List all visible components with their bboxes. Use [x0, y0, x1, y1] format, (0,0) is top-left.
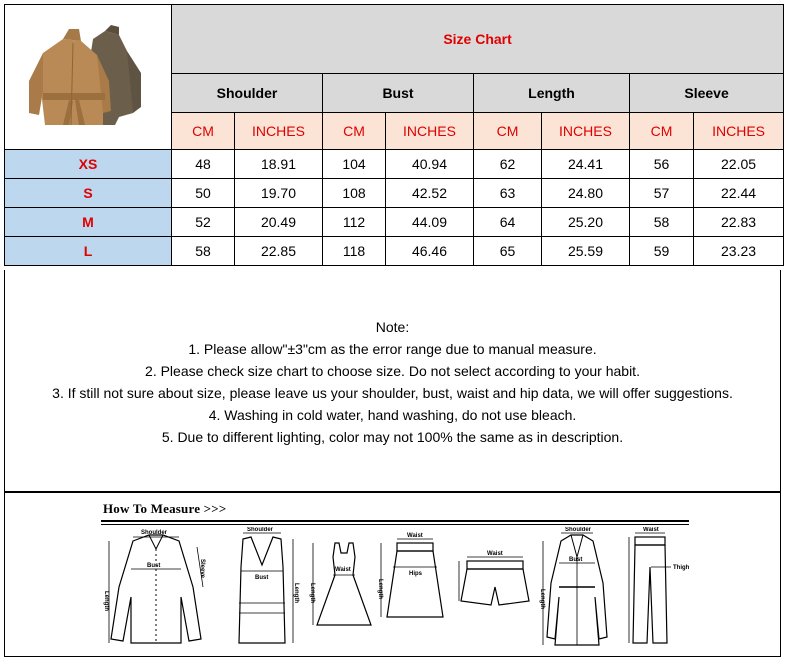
- jacket-photo-icon: [23, 21, 153, 131]
- table-cell: 46.46: [386, 237, 474, 266]
- unit-header: INCHES: [694, 113, 784, 150]
- notes-heading: Note:: [375, 319, 410, 335]
- coat-diagram-icon: [537, 527, 617, 651]
- table-row: [5, 179, 784, 208]
- table-cell: 25.20: [542, 208, 630, 237]
- table-cell: 44.09: [386, 208, 474, 237]
- notes-section: [4, 270, 781, 492]
- shoulder-label: Shoulder: [141, 530, 168, 536]
- shoulder-header: Shoulder: [172, 74, 323, 113]
- unit-header: INCHES: [386, 113, 474, 150]
- table-cell: 57: [630, 179, 694, 208]
- bust-label: Bust: [569, 557, 583, 563]
- table-cell: 48: [172, 150, 235, 179]
- waist-label: Waist: [407, 533, 423, 539]
- hips-label: Hips: [409, 571, 423, 577]
- bust-label: Bust: [147, 563, 161, 569]
- note-item: 5. Due to different lighting, color may not 100% the same as in description.: [161, 429, 624, 445]
- table-cell: 63: [474, 179, 542, 208]
- table-cell: 22.44: [694, 179, 784, 208]
- dress-diagram-icon: [309, 527, 379, 651]
- pants-diagram-icon: [621, 527, 691, 651]
- sleeve-label: Sleeve: [199, 559, 205, 579]
- table-row: [5, 208, 784, 237]
- table-cell: 112: [323, 208, 386, 237]
- table-cell: 50: [172, 179, 235, 208]
- table-cell: 104: [323, 150, 386, 179]
- table-cell: 25.59: [542, 237, 630, 266]
- table-cell: 52: [172, 208, 235, 237]
- skirt-diagram-icon: [375, 527, 451, 651]
- sleeve-header: Sleeve: [630, 74, 784, 113]
- table-cell: 42.52: [386, 179, 474, 208]
- bust-label: Bust: [255, 575, 269, 581]
- dress-diagram: [309, 527, 379, 651]
- shorts-diagram-icon: [455, 527, 535, 651]
- size-label: M: [5, 208, 172, 237]
- unit-header: INCHES: [542, 113, 630, 150]
- unit-header: INCHES: [235, 113, 323, 150]
- waist-label: Waist: [487, 551, 503, 557]
- shoulder-label: Shoulder: [565, 527, 592, 533]
- table-cell: 22.83: [694, 208, 784, 237]
- table-cell: 58: [172, 237, 235, 266]
- table-row: [5, 237, 784, 266]
- table-cell: 23.23: [694, 237, 784, 266]
- size-label: L: [5, 237, 172, 266]
- length-label: Length: [309, 583, 315, 603]
- length-label: Length: [103, 591, 109, 611]
- shorts-diagram: [455, 527, 535, 651]
- note-item: 3. If still not sure about size, please leave us your shoulder, bust, waist and hip data, we will offer suggestions.: [52, 385, 733, 401]
- table-cell: 22.05: [694, 150, 784, 179]
- table-cell: 64: [474, 208, 542, 237]
- waist-label: Waist: [643, 527, 659, 533]
- size-chart-table: [4, 4, 784, 266]
- size-chart-title: Size Chart: [172, 5, 784, 74]
- jacket-photo: [5, 5, 172, 150]
- size-label: S: [5, 179, 172, 208]
- unit-header: CM: [323, 113, 386, 150]
- thigh-label: Thigh: [673, 565, 690, 571]
- skirt-diagram: [375, 527, 451, 651]
- table-cell: 65: [474, 237, 542, 266]
- table-cell: 19.70: [235, 179, 323, 208]
- table-cell: 59: [630, 237, 694, 266]
- camisole-diagram-icon: [219, 527, 305, 651]
- length-label: Length: [377, 579, 383, 599]
- table-cell: 24.41: [542, 150, 630, 179]
- how-to-measure-title: How To Measure >>>: [103, 501, 227, 516]
- length-label: Length: [293, 583, 299, 603]
- note-item: 1. Please allow"±3"cm as the error range due to manual measure.: [188, 341, 597, 357]
- table-cell: 22.85: [235, 237, 323, 266]
- waist-label: Waist: [335, 567, 351, 573]
- title-divider: [101, 520, 689, 522]
- blouse-diagram: [97, 527, 215, 651]
- bust-header: Bust: [323, 74, 474, 113]
- unit-header: CM: [474, 113, 542, 150]
- coat-diagram: [537, 527, 617, 651]
- length-label: Length: [539, 589, 545, 609]
- table-cell: 118: [323, 237, 386, 266]
- table-cell: 40.94: [386, 150, 474, 179]
- pants-diagram: [621, 527, 691, 651]
- table-cell: 108: [323, 179, 386, 208]
- note-item: 2. Please check size chart to choose size. Do not select according to your habit.: [145, 363, 640, 379]
- table-cell: 56: [630, 150, 694, 179]
- table-cell: 24.80: [542, 179, 630, 208]
- table-cell: 18.91: [235, 150, 323, 179]
- table-row: [5, 150, 784, 179]
- length-header: Length: [474, 74, 630, 113]
- blouse-diagram-icon: [97, 527, 215, 651]
- camisole-diagram: [219, 527, 305, 651]
- unit-header: CM: [172, 113, 235, 150]
- note-item: 4. Washing in cold water, hand washing, do not use bleach.: [208, 407, 577, 423]
- how-to-measure-section: [4, 492, 781, 657]
- title-divider: [101, 524, 689, 525]
- size-label: XS: [5, 150, 172, 179]
- table-cell: 20.49: [235, 208, 323, 237]
- shoulder-label: Shoulder: [247, 527, 274, 533]
- table-cell: 58: [630, 208, 694, 237]
- table-cell: 62: [474, 150, 542, 179]
- unit-header: CM: [630, 113, 694, 150]
